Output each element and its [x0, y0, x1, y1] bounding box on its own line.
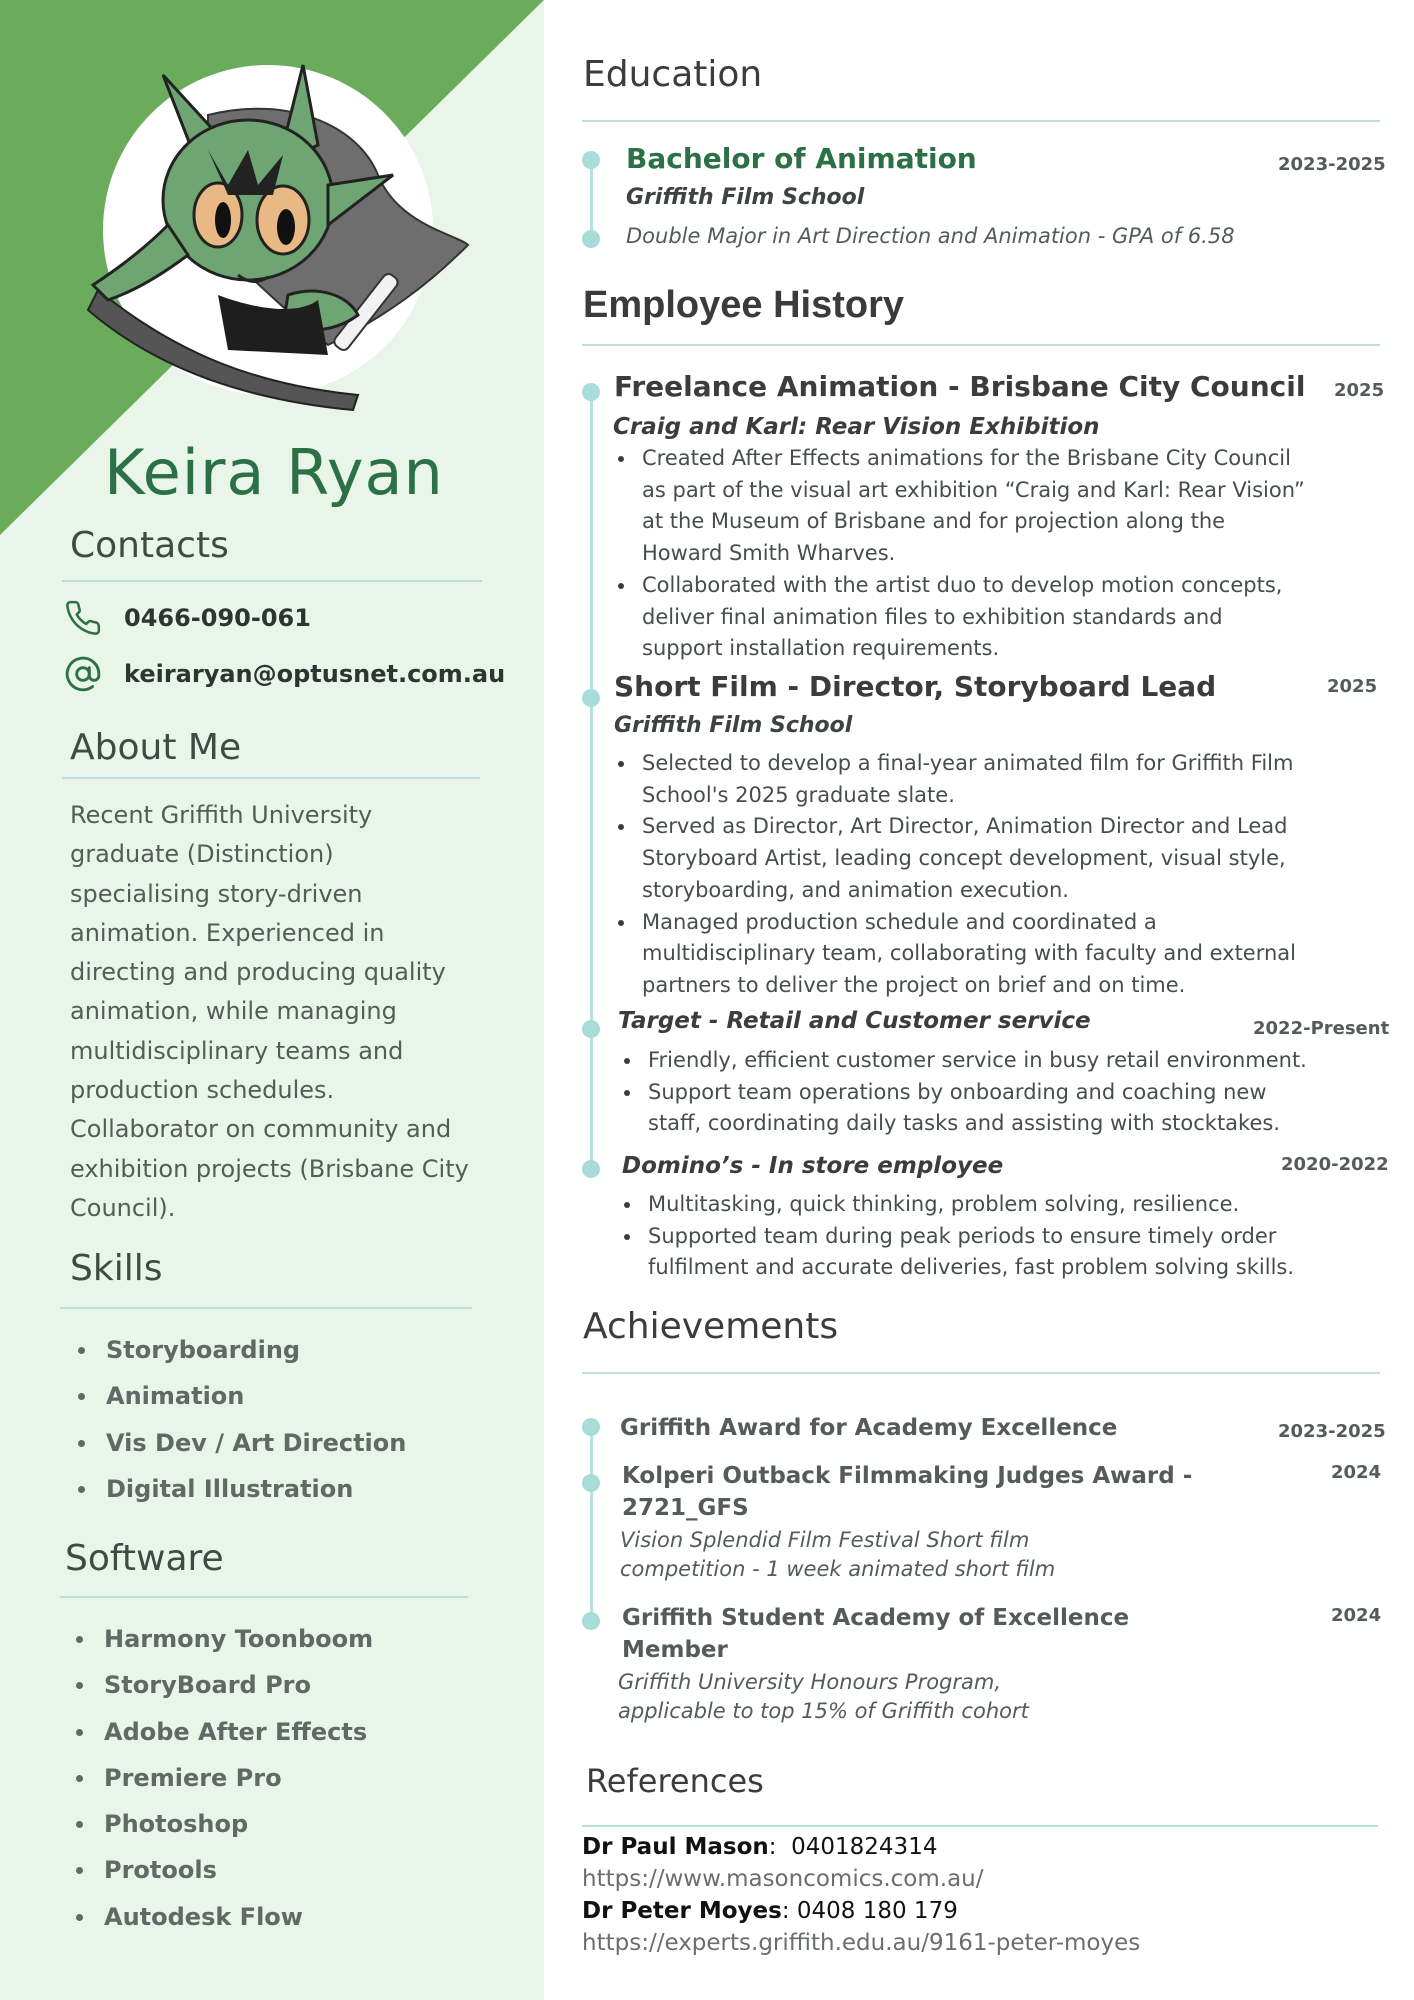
timeline-dot [582, 1020, 600, 1038]
job-bullet [618, 1221, 1358, 1284]
achievements-timeline [590, 1430, 593, 1620]
skills-heading: Skills [70, 1248, 163, 1289]
achievement-sub-line: Vision Splendid Film Festival Short film [620, 1528, 1030, 1552]
achievement-sub-line: Griffith University Honours Program, [618, 1670, 1002, 1694]
employment-timeline [590, 392, 593, 1174]
achievement-title: Griffith Award for Academy Excellence [620, 1415, 1118, 1441]
degree-years: 2023-2025 [1278, 154, 1386, 175]
references-heading: References [586, 1762, 764, 1800]
bullet-line: Selected to develop a final-year animated film for Griffith Film [642, 751, 1294, 775]
phone-row [62, 597, 311, 639]
bullet-line: support installation requirements. [642, 636, 1000, 661]
reference-contact [582, 1898, 958, 1924]
timeline-dot [582, 1474, 600, 1492]
phone-icon [62, 597, 104, 639]
achievement-subtext [620, 1526, 1055, 1584]
job-bullet [618, 1189, 1358, 1221]
skill-item: Animation [78, 1373, 406, 1419]
skills-divider [60, 1307, 472, 1309]
reference-phone[interactable]: 0401824314 [791, 1834, 938, 1860]
job-bullet [618, 1045, 1358, 1077]
avatar [58, 55, 478, 415]
reference-separator: : [781, 1898, 797, 1924]
job-bullet [612, 748, 1352, 811]
reference-contact [582, 1834, 937, 1860]
software-item: Harmony Toonboom [76, 1616, 373, 1662]
job-subtitle: Griffith Film School [614, 713, 853, 738]
achievement-subtext [618, 1668, 1029, 1726]
reference-name: Dr Paul Mason [582, 1834, 769, 1860]
bullet-line: School's 2025 graduate slate. [642, 782, 955, 807]
employment-heading: Employee History [583, 284, 904, 326]
job-bullet [612, 811, 1352, 906]
about-line: graduate (Distinction) [70, 840, 334, 869]
bullet-line: staff, coordinating daily tasks and assisting with stocktakes. [648, 1111, 1280, 1136]
job-bullet [612, 907, 1352, 1002]
job-year: 2022-Present [1253, 1018, 1390, 1039]
skills-list [78, 1327, 406, 1512]
email-address[interactable]: keiraryan@optusnet.com.au [124, 660, 506, 688]
reference-phone[interactable]: 0408 180 179 [796, 1898, 958, 1924]
about-heading: About Me [70, 727, 242, 768]
references-divider [582, 1825, 1378, 1827]
job-year: 2020-2022 [1281, 1154, 1389, 1175]
at-sign-icon [62, 653, 104, 695]
timeline-dot [582, 151, 600, 169]
job-title: Short Film - Director, Storyboard Lead [614, 670, 1217, 703]
degree-note: Double Major in Art Direction and Animation - GPA of 6.58 [626, 224, 1235, 248]
job-bullet [612, 570, 1342, 665]
email-row [62, 653, 505, 695]
software-item: Protools [76, 1847, 373, 1893]
employment-divider [582, 344, 1380, 346]
bullet-line: Storyboard Artist, leading concept development, visual style, [642, 846, 1286, 871]
contacts-divider [62, 580, 482, 582]
about-divider [62, 777, 480, 779]
education-timeline [590, 160, 593, 238]
about-text [70, 796, 490, 1228]
about-line: exhibition projects (Brisbane City [70, 1154, 469, 1183]
bullet-line: at the Museum of Brisbane and for projection along the [642, 509, 1226, 534]
phone-number[interactable]: 0466-090-061 [124, 604, 311, 632]
software-item: StoryBoard Pro [76, 1662, 373, 1708]
achievement-title [622, 1460, 1192, 1524]
achievement-year: 2023-2025 [1278, 1421, 1386, 1442]
about-line: directing and producing quality [70, 958, 446, 987]
bullet-line: multidisciplinary team, collaborating with faculty and external [642, 941, 1297, 966]
achievement-year: 2024 [1331, 1605, 1382, 1626]
about-line: animation, while managing [70, 997, 397, 1026]
bullet-line: Support team operations by onboarding and coaching new [648, 1079, 1267, 1104]
job-bullet [612, 443, 1342, 570]
timeline-dot [582, 383, 600, 401]
education-heading: Education [583, 54, 763, 95]
about-line: specialising story-driven [70, 879, 363, 908]
job-bullet [618, 1077, 1358, 1140]
achievements-heading: Achievements [583, 1306, 839, 1347]
bullet-line: Created After Effects animations for the Brisbane City Council [642, 446, 1291, 470]
achievement-title-line: 2721_GFS [622, 1495, 749, 1521]
job-title: Target - Retail and Customer service [618, 1008, 1091, 1034]
about-line: animation. Experienced in [70, 918, 385, 947]
bullet-line: Friendly, efficient customer service in busy retail environment. [648, 1048, 1307, 1072]
bullet-line: partners to deliver the project on brief and on time. [642, 972, 1186, 997]
software-heading: Software [65, 1538, 224, 1579]
education-divider [582, 120, 1380, 122]
achievement-sub-line: applicable to top 15% of Griffith cohort [618, 1699, 1029, 1723]
software-item: Photoshop [76, 1801, 373, 1847]
bullet-line: deliver final animation files to exhibition standards and [642, 604, 1223, 629]
job-title: Freelance Animation - Brisbane City Council [614, 370, 1306, 403]
reference-link[interactable]: https://www.masoncomics.com.au/ [582, 1866, 984, 1892]
timeline-dot [582, 230, 600, 248]
about-line: multidisciplinary teams and [70, 1036, 404, 1065]
achievement-title [622, 1602, 1129, 1666]
reference-name: Dr Peter Moyes [582, 1898, 782, 1924]
software-item: Premiere Pro [76, 1755, 373, 1801]
job-bullets [612, 748, 1352, 1002]
achievements-divider [582, 1372, 1380, 1374]
job-year: 2025 [1327, 676, 1378, 697]
achievement-year: 2024 [1331, 1462, 1382, 1483]
bullet-line: Supported team during peak periods to ensure timely order [648, 1223, 1277, 1248]
achievement-title-line: Kolperi Outback Filmmaking Judges Award - [622, 1463, 1193, 1489]
reference-separator: : [768, 1834, 792, 1860]
reference-link[interactable]: https://experts.griffith.edu.au/9161-peter-moyes [582, 1930, 1141, 1956]
job-subtitle: Craig and Karl: Rear Vision Exhibition [613, 414, 1100, 440]
bullet-line: Collaborated with the artist duo to develop motion concepts, [642, 572, 1283, 597]
about-line: production schedules. [70, 1076, 335, 1105]
bullet-line: Multitasking, quick thinking, problem solving, resilience. [648, 1192, 1240, 1216]
job-bullets [618, 1189, 1358, 1284]
job-year: 2025 [1334, 380, 1385, 401]
sidebar [0, 0, 544, 2000]
job-bullets [612, 443, 1342, 665]
timeline-dot [582, 1160, 600, 1178]
bullet-line: fulfilment and accurate deliveries, fast problem solving skills. [648, 1255, 1295, 1280]
bullet-line: Served as Director, Art Director, Animation Director and Lead [642, 814, 1288, 839]
skill-item: Storyboarding [78, 1327, 406, 1373]
skill-item: Digital Illustration [78, 1466, 406, 1512]
achievement-title-line: Griffith Student Academy of Excellence [622, 1605, 1130, 1631]
software-item: Autodesk Flow [76, 1894, 373, 1940]
timeline-dot [582, 689, 600, 707]
bullet-line: storyboarding, and animation execution. [642, 877, 1069, 902]
software-divider [60, 1596, 468, 1598]
contacts-heading: Contacts [70, 525, 229, 566]
skill-item: Vis Dev / Art Direction [78, 1420, 406, 1466]
job-bullets [618, 1045, 1358, 1140]
bullet-line: as part of the visual art exhibition “Craig and Karl: Rear Vision” [642, 477, 1305, 502]
about-line: Recent Griffith University [70, 801, 373, 829]
achievement-title-line: Member [622, 1637, 728, 1663]
timeline-dot [582, 1418, 600, 1436]
job-title: Domino’s - In store employee [622, 1153, 1004, 1179]
software-list [76, 1616, 373, 1940]
about-line: Council). [70, 1193, 176, 1222]
bullet-line: Managed production schedule and coordinated a [642, 909, 1157, 934]
degree-title: Bachelor of Animation [626, 142, 977, 175]
software-item: Adobe After Effects [76, 1709, 373, 1755]
achievement-sub-line: competition - 1 week animated short film [620, 1557, 1056, 1581]
school-name: Griffith Film School [626, 185, 865, 210]
about-line: Collaborator on community and [70, 1115, 452, 1144]
bullet-line: Howard Smith Wharves. [642, 541, 896, 566]
person-name: Keira Ryan [104, 436, 444, 509]
timeline-dot [582, 1612, 600, 1630]
